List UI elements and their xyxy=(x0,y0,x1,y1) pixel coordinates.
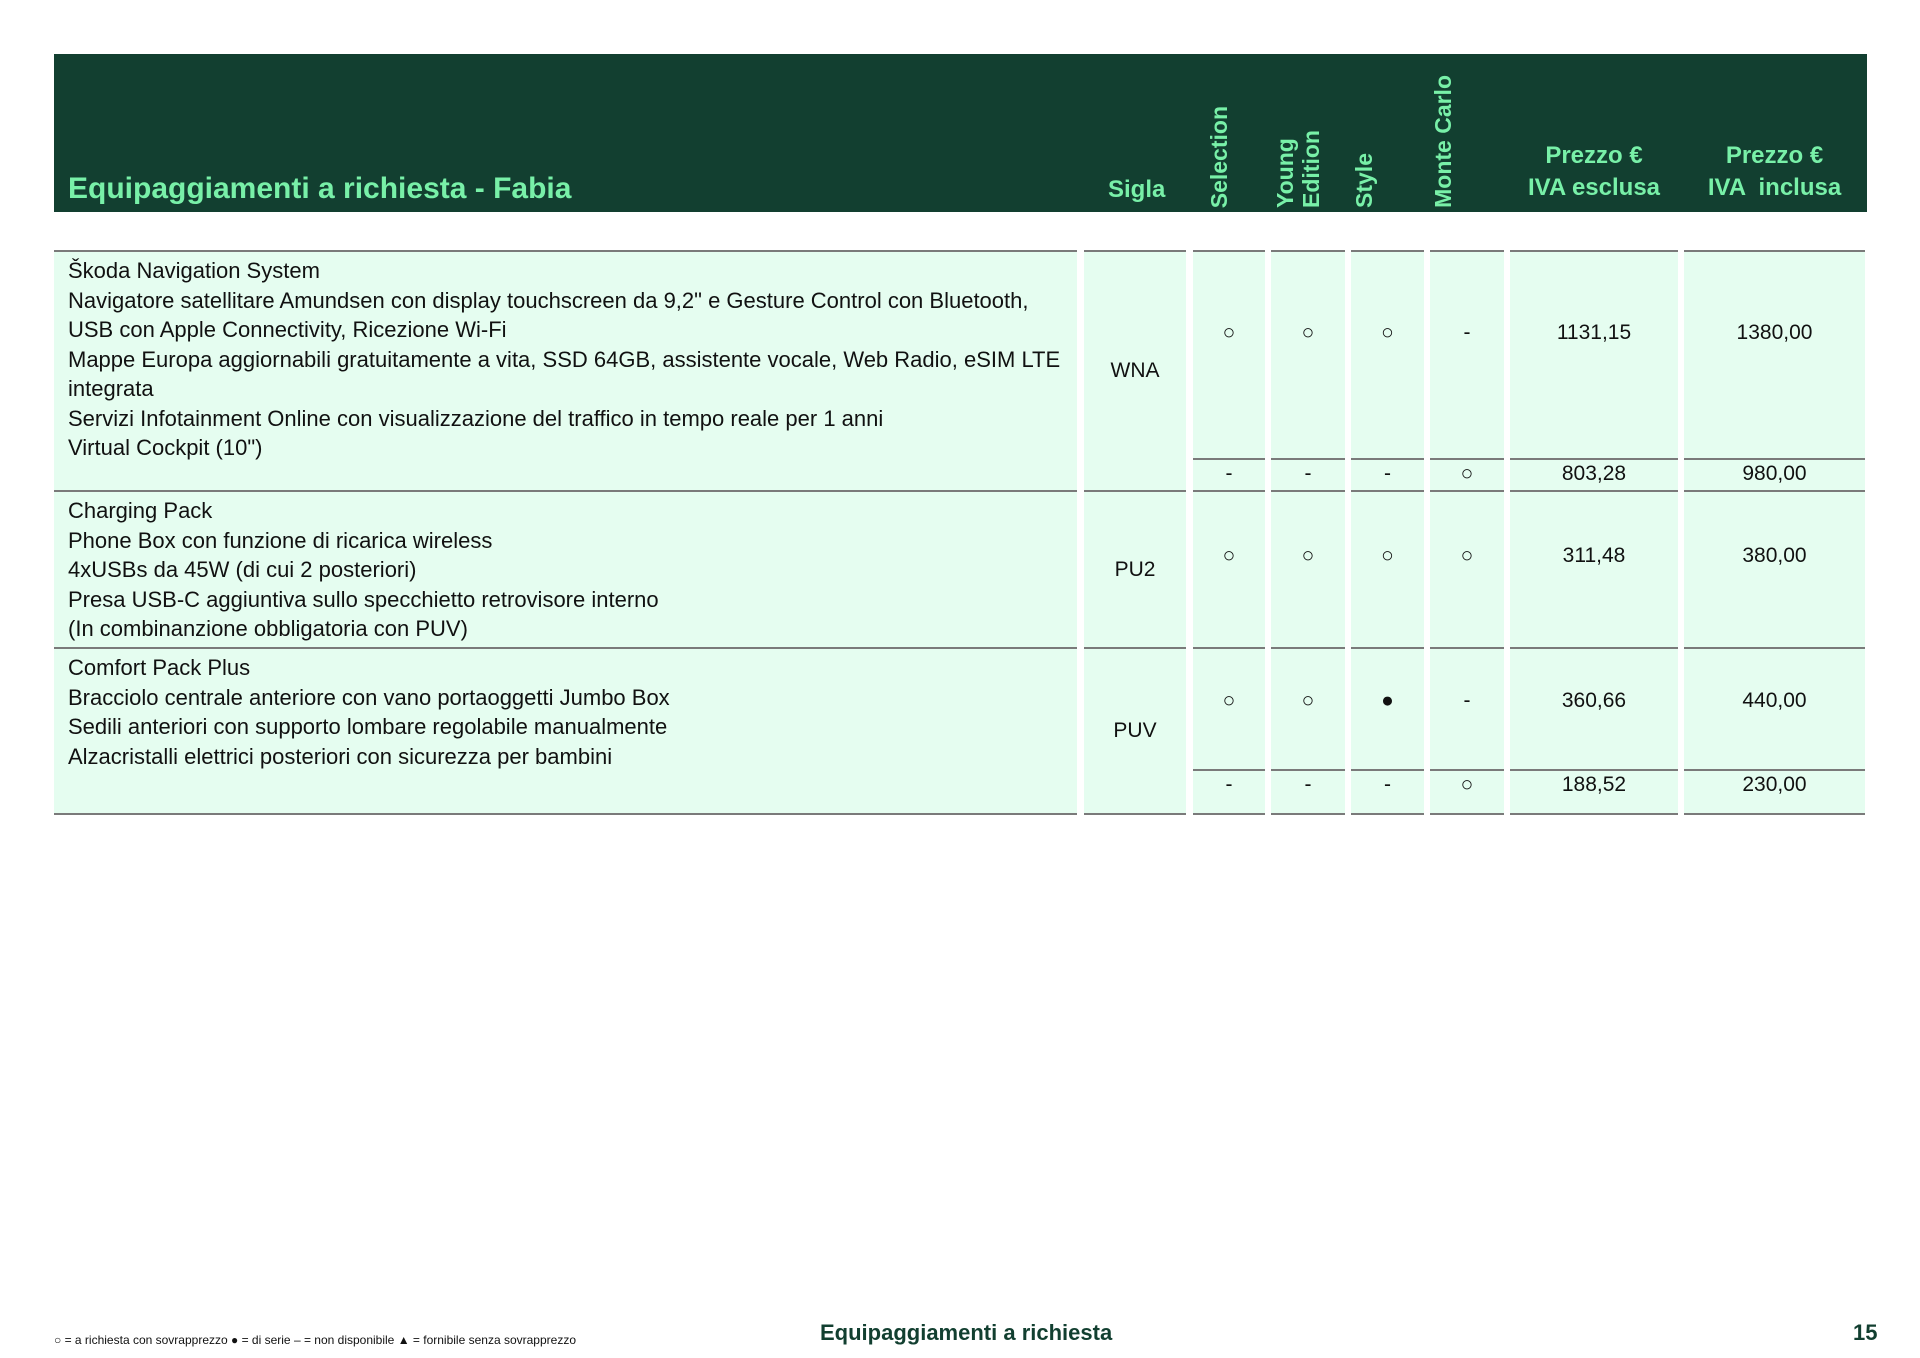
mark-young-edition xyxy=(1271,458,1345,490)
option-title: Comfort Pack Plus xyxy=(68,655,251,680)
mark-monte-carlo xyxy=(1430,250,1504,458)
cell-value: ○ xyxy=(1222,321,1236,344)
cell-value: ○ xyxy=(1301,544,1315,567)
option-feature: Presa USB-C aggiuntiva sullo specchietto retrovisore interno xyxy=(68,586,659,612)
table-row xyxy=(54,647,1867,815)
option-code xyxy=(1084,490,1186,647)
cell-value: - xyxy=(1304,773,1312,796)
mark-monte-carlo xyxy=(1430,647,1504,769)
price-excl-vat xyxy=(1510,490,1678,647)
cell-value: - xyxy=(1225,773,1233,796)
mark-monte-carlo xyxy=(1430,458,1504,490)
cell-value: 440,00 xyxy=(1742,689,1807,712)
code-text: PU2 xyxy=(1114,557,1156,581)
price-excl-vat xyxy=(1510,250,1678,458)
mark-young-edition xyxy=(1271,490,1345,647)
price-incl-vat xyxy=(1684,769,1865,815)
option-feature: Navigatore satellitare Amundsen con display touchscreen da 9,2" e Gesture Control con Bluetooth, USB con Apple Connectivity, Ricezione Wi-Fi xyxy=(68,287,1029,342)
cell-value: - xyxy=(1225,462,1233,485)
cell-value: 980,00 xyxy=(1742,462,1807,485)
cell-value: ○ xyxy=(1460,544,1474,567)
table-row xyxy=(54,250,1867,490)
mark-young-edition xyxy=(1271,250,1345,458)
option-feature: (In combinanzione obbligatoria con PUV) xyxy=(68,616,468,641)
cell-value: ○ xyxy=(1301,321,1315,344)
option-feature: Bracciolo centrale anteriore con vano portaoggetti Jumbo Box xyxy=(68,684,670,710)
option-code xyxy=(1084,647,1186,815)
cell-value: ○ xyxy=(1460,462,1474,485)
price-incl-vat xyxy=(1684,250,1865,458)
page-title: Equipaggiamenti a richiesta - Fabia xyxy=(68,172,572,205)
mark-style xyxy=(1351,250,1424,458)
mark-young-edition xyxy=(1271,647,1345,769)
mark-monte-carlo xyxy=(1430,490,1504,647)
price-incl-vat xyxy=(1684,647,1865,769)
price-excl-vat xyxy=(1510,647,1678,769)
mark-monte-carlo xyxy=(1430,769,1504,815)
cell-value: 188,52 xyxy=(1561,773,1627,796)
cell-value: 1380,00 xyxy=(1736,321,1813,344)
col-style: Style xyxy=(1351,153,1377,208)
cell-value: - xyxy=(1463,689,1471,712)
cell-value: ○ xyxy=(1460,773,1474,796)
cell-value: ○ xyxy=(1222,544,1236,567)
cell-value: 230,00 xyxy=(1742,773,1807,796)
cell-value: 1131,15 xyxy=(1556,321,1632,344)
page-number: 15 xyxy=(1853,1320,1878,1345)
option-description xyxy=(54,250,1077,490)
mark-style xyxy=(1351,458,1424,490)
option-description xyxy=(54,647,1077,815)
cell-value: 380,00 xyxy=(1742,544,1807,567)
mark-selection xyxy=(1193,647,1265,769)
price-excl-vat xyxy=(1510,458,1678,490)
col-price-excl: Prezzo € IVA esclusa xyxy=(1527,142,1661,201)
col-sigla: Sigla xyxy=(1108,176,1166,203)
mark-selection xyxy=(1193,250,1265,458)
option-title: Škoda Navigation System xyxy=(68,258,320,283)
option-title: Charging Pack xyxy=(68,498,213,523)
cell-value: 360,66 xyxy=(1561,689,1627,712)
legend: ○ = a richiesta con sovrapprezzo ● = di serie – = non disponibile ▲ = fornibile senza sovrapprezzo xyxy=(54,1333,576,1347)
code-text: PUV xyxy=(1113,719,1157,742)
col-young-edition: Young Edition xyxy=(1272,130,1324,208)
cell-value: - xyxy=(1304,462,1312,485)
mark-selection xyxy=(1193,769,1265,815)
cell-value: - xyxy=(1463,321,1471,344)
cell-value: 803,28 xyxy=(1561,462,1627,485)
mark-young-edition xyxy=(1271,769,1345,815)
cell-value: ○ xyxy=(1381,544,1394,567)
col-price-incl: Prezzo € IVA inclusa xyxy=(1707,142,1842,201)
mark-style xyxy=(1351,490,1424,647)
price-incl-vat xyxy=(1684,490,1865,647)
cell-value: - xyxy=(1384,462,1391,485)
option-description xyxy=(54,490,1077,647)
cell-value: ○ xyxy=(1222,689,1236,712)
col-selection: Selection xyxy=(1206,105,1232,208)
cell-value: - xyxy=(1384,773,1391,796)
price-incl-vat xyxy=(1684,458,1865,490)
mark-selection xyxy=(1193,458,1265,490)
col-monte-carlo: Monte Carlo xyxy=(1430,75,1456,208)
option-feature: Alzacristalli elettrici posteriori con sicurezza per bambini xyxy=(68,743,613,769)
footer-title: Equipaggiamenti a richiesta xyxy=(820,1320,1113,1345)
mark-style xyxy=(1351,769,1424,815)
option-feature: Mappe Europa aggiornabili gratuitamente a vita, SSD 64GB, assistente vocale, Web Radio, eSIM LTE integrata xyxy=(68,346,1061,401)
option-feature: Virtual Cockpit (10") xyxy=(68,435,263,460)
price-excl-vat xyxy=(1510,769,1678,815)
code-text: WNA xyxy=(1110,359,1160,382)
option-feature: Servizi Infotainment Online con visualizzazione del traffico in tempo reale per 1 anni xyxy=(68,405,884,431)
table-row xyxy=(54,490,1867,647)
option-code xyxy=(1084,250,1186,490)
mark-style xyxy=(1351,647,1424,769)
table-header xyxy=(54,54,1867,212)
option-feature: Sedili anteriori con supporto lombare regolabile manualmente xyxy=(68,714,668,739)
mark-selection xyxy=(1193,490,1265,647)
option-feature: Phone Box con funzione di ricarica wireless xyxy=(68,527,493,553)
option-feature: 4xUSBs da 45W (di cui 2 posteriori) xyxy=(68,557,417,582)
cell-value: ○ xyxy=(1301,689,1315,712)
cell-value: ○ xyxy=(1381,321,1394,344)
cell-value: ● xyxy=(1381,689,1394,712)
cell-value: 311,48 xyxy=(1562,544,1626,567)
